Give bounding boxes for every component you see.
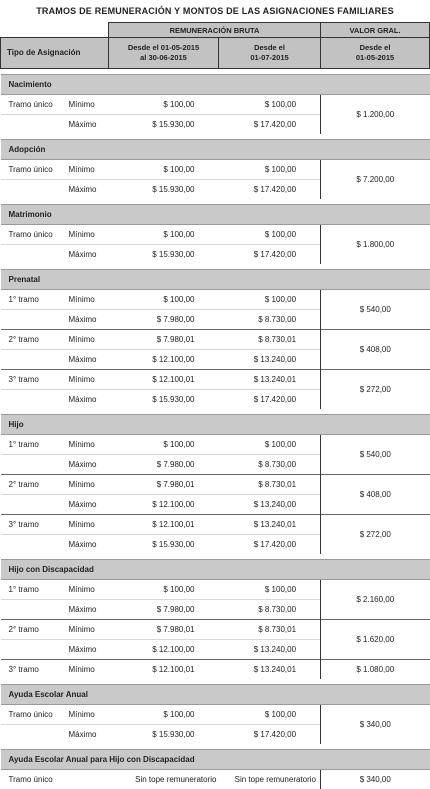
header-col-b (219, 38, 321, 69)
amount-period-b: $ 13.240,00 (219, 495, 321, 515)
amount-period-b: $ 17.420,00 (219, 245, 321, 265)
amount-period-a: $ 7.980,00 (109, 455, 219, 475)
section-title: Ayuda Escolar Anual para Hijo con Discapacidad (1, 750, 430, 770)
valor-general: $ 540,00 (321, 290, 430, 330)
amount-period-b: $ 8.730,00 (219, 600, 321, 620)
section-row (1, 685, 430, 705)
tramo-label (1, 310, 69, 330)
valor-general: $ 2.160,00 (321, 580, 430, 620)
amount-period-a: $ 100,00 (109, 705, 219, 725)
amount-period-a: $ 15.930,00 (109, 245, 219, 265)
tramo-label (1, 390, 69, 410)
bound-label: Mínimo (69, 475, 109, 495)
amount-period-a: $ 15.930,00 (109, 535, 219, 555)
tramo-label: 1° tramo (1, 580, 69, 600)
header-remuneracion: REMUNERACIÓN BRUTA (109, 23, 321, 38)
section-row (1, 140, 430, 160)
tramo-label (1, 180, 69, 200)
header-col-a-line1: Desde el 01-05-2015 (128, 43, 199, 52)
header-col-b-line2: 01-07-2015 (250, 53, 288, 62)
bound-label: Máximo (69, 245, 109, 265)
allowances-table (0, 22, 430, 789)
valor-general: $ 1.620,00 (321, 620, 430, 660)
valor-general: $ 340,00 (321, 770, 430, 789)
tramo-label (1, 535, 69, 555)
table-row (1, 435, 430, 455)
tramo-label (1, 725, 69, 745)
tramo-label: 3° tramo (1, 660, 69, 680)
header-empty (1, 23, 109, 38)
amount-period-b: $ 100,00 (219, 95, 321, 115)
bound-label: Mínimo (69, 225, 109, 245)
bound-label (69, 770, 109, 789)
header-tipo: Tipo de Asignación (1, 38, 109, 69)
bound-label: Mínimo (69, 330, 109, 350)
bound-label: Máximo (69, 725, 109, 745)
section-title: Hijo con Discapacidad (1, 560, 430, 580)
section-row (1, 415, 430, 435)
bound-label: Máximo (69, 495, 109, 515)
header-col-a-line2: al 30-06-2015 (140, 53, 187, 62)
amount-period-a: $ 15.930,00 (109, 725, 219, 745)
table-row (1, 475, 430, 495)
valor-general: $ 408,00 (321, 330, 430, 370)
section-title: Nacimiento (1, 75, 430, 95)
tramo-label: 1° tramo (1, 435, 69, 455)
amount-period-b: $ 100,00 (219, 580, 321, 600)
header-valor: VALOR GRAL. (321, 23, 430, 38)
amount-period-b: $ 17.420,00 (219, 725, 321, 745)
amount-period-b: $ 17.420,00 (219, 390, 321, 410)
header-col-a (109, 38, 219, 69)
amount-period-a: $ 12.100,00 (109, 495, 219, 515)
tramo-label (1, 115, 69, 135)
bound-label: Máximo (69, 350, 109, 370)
amount-period-b: $ 8.730,01 (219, 330, 321, 350)
amount-period-b: $ 8.730,00 (219, 455, 321, 475)
header-col-c-line1: Desde el (360, 43, 391, 52)
amount-period-a: $ 100,00 (109, 225, 219, 245)
table-row (1, 580, 430, 600)
tramo-label: 3° tramo (1, 370, 69, 390)
table-row (1, 515, 430, 535)
bound-label: Mínimo (69, 370, 109, 390)
amount-period-a: Sin tope remuneratorio (109, 770, 219, 789)
amount-period-a: $ 7.980,00 (109, 310, 219, 330)
amount-period-a: $ 7.980,01 (109, 330, 219, 350)
amount-period-a: $ 12.100,01 (109, 515, 219, 535)
amount-period-a: $ 12.100,01 (109, 660, 219, 680)
section-row (1, 270, 430, 290)
table-row (1, 330, 430, 350)
amount-period-a: $ 7.980,00 (109, 600, 219, 620)
tramo-label (1, 350, 69, 370)
tramo-label (1, 640, 69, 660)
bound-label: Mínimo (69, 660, 109, 680)
amount-period-b: $ 8.730,01 (219, 475, 321, 495)
tramo-label: 3° tramo (1, 515, 69, 535)
table-row (1, 160, 430, 180)
amount-period-b: $ 13.240,01 (219, 370, 321, 390)
table-row (1, 620, 430, 640)
valor-general: $ 408,00 (321, 475, 430, 515)
amount-period-b: $ 100,00 (219, 225, 321, 245)
section-row (1, 75, 430, 95)
amount-period-b: $ 8.730,01 (219, 620, 321, 640)
amount-period-b: $ 100,00 (219, 160, 321, 180)
bound-label: Mínimo (69, 705, 109, 725)
amount-period-b: $ 100,00 (219, 705, 321, 725)
tramo-label (1, 600, 69, 620)
header-row-bottom (1, 38, 430, 69)
valor-general: $ 540,00 (321, 435, 430, 475)
bound-label: Máximo (69, 390, 109, 410)
bound-label: Máximo (69, 600, 109, 620)
bound-label: Máximo (69, 310, 109, 330)
section-row (1, 205, 430, 225)
table-row (1, 770, 430, 789)
table-row (1, 370, 430, 390)
amount-period-b: $ 17.420,00 (219, 115, 321, 135)
table-body (1, 69, 430, 789)
amount-period-a: $ 100,00 (109, 580, 219, 600)
amount-period-a: $ 100,00 (109, 95, 219, 115)
header-col-c (321, 38, 430, 69)
tramo-label: 2° tramo (1, 475, 69, 495)
tramo-label: Tramo único (1, 95, 69, 115)
amount-period-b: $ 13.240,01 (219, 515, 321, 535)
bound-label: Mínimo (69, 435, 109, 455)
tramo-label (1, 455, 69, 475)
amount-period-a: $ 15.930,00 (109, 115, 219, 135)
valor-general: $ 1.200,00 (321, 95, 430, 135)
tramo-label (1, 495, 69, 515)
bound-label: Mínimo (69, 290, 109, 310)
amount-period-b: $ 13.240,00 (219, 350, 321, 370)
amount-period-a: $ 7.980,01 (109, 475, 219, 495)
valor-general: $ 272,00 (321, 370, 430, 410)
valor-general: $ 272,00 (321, 515, 430, 555)
table-row (1, 95, 430, 115)
bound-label: Mínimo (69, 580, 109, 600)
table-row (1, 660, 430, 680)
table-row (1, 225, 430, 245)
bound-label: Máximo (69, 640, 109, 660)
bound-label: Máximo (69, 115, 109, 135)
amount-period-b: $ 13.240,01 (219, 660, 321, 680)
section-title: Ayuda Escolar Anual (1, 685, 430, 705)
section-title: Matrimonio (1, 205, 430, 225)
tramo-label: Tramo único (1, 705, 69, 725)
bound-label: Mínimo (69, 95, 109, 115)
amount-period-b: $ 17.420,00 (219, 180, 321, 200)
tramo-label: 1° tramo (1, 290, 69, 310)
valor-general: $ 340,00 (321, 705, 430, 745)
bound-label: Máximo (69, 455, 109, 475)
tramo-label: 2° tramo (1, 330, 69, 350)
amount-period-a: $ 7.980,01 (109, 620, 219, 640)
table-row (1, 290, 430, 310)
valor-general: $ 1.800,00 (321, 225, 430, 265)
header-col-c-line2: 01-05-2015 (356, 53, 394, 62)
tramo-label (1, 245, 69, 265)
amount-period-a: $ 12.100,00 (109, 350, 219, 370)
valor-general: $ 7.200,00 (321, 160, 430, 200)
amount-period-b: Sin tope remuneratorio (219, 770, 321, 789)
tramo-label: Tramo único (1, 160, 69, 180)
amount-period-b: $ 100,00 (219, 435, 321, 455)
section-title: Hijo (1, 415, 430, 435)
tramo-label: 2° tramo (1, 620, 69, 640)
amount-period-b: $ 100,00 (219, 290, 321, 310)
amount-period-b: $ 8.730,00 (219, 310, 321, 330)
valor-general: $ 1.080,00 (321, 660, 430, 680)
table-row (1, 705, 430, 725)
amount-period-a: $ 100,00 (109, 290, 219, 310)
amount-period-b: $ 13.240,00 (219, 640, 321, 660)
header-row-top (1, 23, 430, 38)
amount-period-a: $ 100,00 (109, 435, 219, 455)
amount-period-a: $ 15.930,00 (109, 180, 219, 200)
bound-label: Máximo (69, 180, 109, 200)
amount-period-b: $ 17.420,00 (219, 535, 321, 555)
bound-label: Mínimo (69, 160, 109, 180)
section-title: Adopción (1, 140, 430, 160)
section-row (1, 750, 430, 770)
header-col-b-line1: Desde el (254, 43, 285, 52)
page-title: TRAMOS DE REMUNERACIÓN Y MONTOS DE LAS ASIGNACIONES FAMILIARES (0, 0, 430, 22)
section-row (1, 560, 430, 580)
bound-label: Máximo (69, 535, 109, 555)
bound-label: Mínimo (69, 515, 109, 535)
bound-label: Mínimo (69, 620, 109, 640)
section-title: Prenatal (1, 270, 430, 290)
amount-period-a: $ 100,00 (109, 160, 219, 180)
tramo-label: Tramo único (1, 225, 69, 245)
amount-period-a: $ 12.100,00 (109, 640, 219, 660)
amount-period-a: $ 15.930,00 (109, 390, 219, 410)
amount-period-a: $ 12.100,01 (109, 370, 219, 390)
tramo-label: Tramo único (1, 770, 69, 789)
